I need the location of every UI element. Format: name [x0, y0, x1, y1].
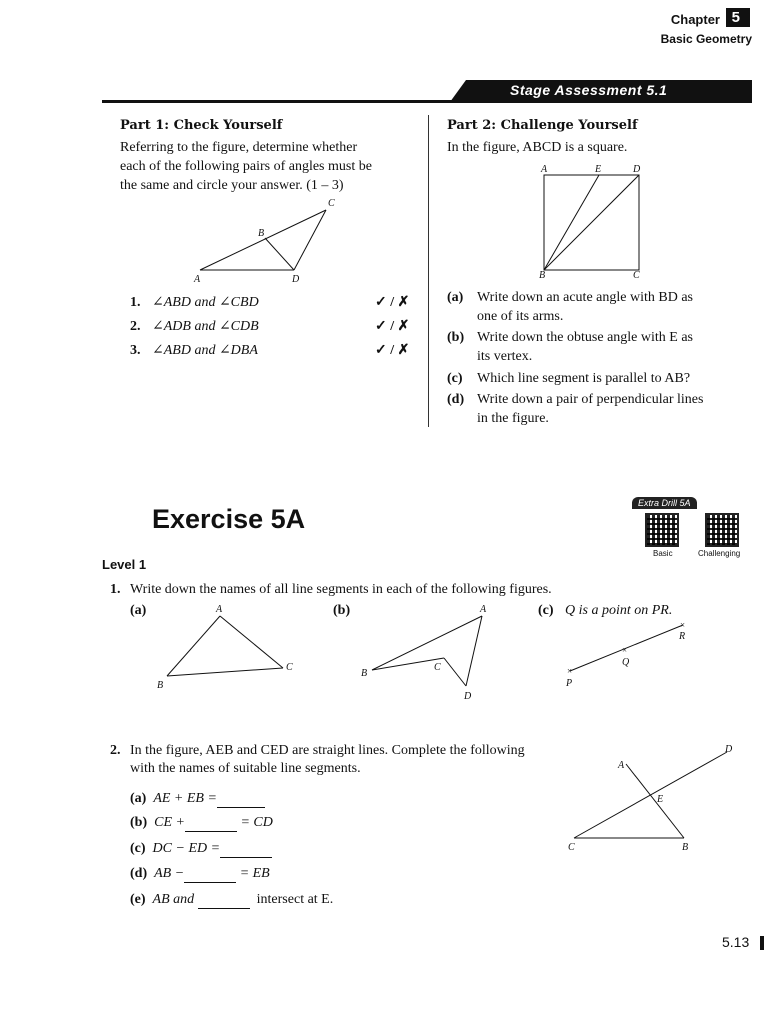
- svg-text:×: ×: [622, 645, 628, 655]
- p2-a-line1: Write down an acute angle with BD as: [477, 290, 693, 305]
- figc-label-p: P: [566, 678, 573, 689]
- q1-figure-c: [558, 615, 698, 690]
- column-divider: [428, 115, 429, 427]
- exercise-title: Exercise 5A: [152, 504, 306, 534]
- page-marker: [760, 936, 764, 950]
- q2-figure: [560, 740, 740, 855]
- svg-text:×: ×: [680, 620, 686, 630]
- q2-num: 2.: [110, 743, 121, 758]
- q2-d-blank[interactable]: [184, 863, 236, 883]
- q1-num: 1.: [110, 582, 121, 597]
- p2-c-line1: Which line segment is parallel to AB?: [477, 371, 691, 386]
- p1-q2-text: ∠ADB and ∠CDB: [152, 319, 259, 334]
- p2-c-label: (c): [447, 371, 463, 386]
- q2-part-c: [130, 838, 272, 858]
- fig1-label-c: C: [328, 198, 335, 209]
- part1-instr-1: Referring to the figure, determine whether: [120, 140, 358, 155]
- fig1-label-d: D: [292, 274, 300, 285]
- level-heading: Level 1: [102, 557, 147, 572]
- figc-label-q: Q: [622, 657, 630, 668]
- q2-part-a: [130, 788, 265, 808]
- fig2-label-c: C: [633, 270, 640, 280]
- q2-e-after: intersect at E.: [256, 892, 334, 907]
- stage-title: Stage Assessment 5.1: [510, 82, 668, 98]
- extra-drill-tag: Extra Drill 5A: [632, 497, 697, 509]
- p1-q1-marks[interactable]: ✓ / ✗: [375, 295, 410, 310]
- header-rule: [102, 100, 752, 103]
- q2-line1: In the figure, AEB and CED are straight lines. Complete the following: [130, 743, 525, 758]
- figb-label-a: A: [480, 604, 487, 615]
- p1-q2-marks[interactable]: ✓ / ✗: [375, 319, 410, 334]
- part1-figure: [190, 196, 340, 286]
- q2fig-label-c: C: [568, 842, 575, 853]
- q2fig-label-e: E: [657, 794, 664, 805]
- q2-d-label: (d): [130, 866, 148, 881]
- q2-d-after: = EB: [239, 866, 270, 881]
- q2-line2: with the names of suitable line segments.: [130, 761, 361, 776]
- qr-basic-label: Basic: [653, 549, 673, 558]
- q2-a-before: AE + EB =: [153, 791, 217, 806]
- chapter-word: Chapter: [670, 12, 720, 27]
- p1-q3-marks[interactable]: ✓ / ✗: [375, 343, 410, 358]
- q2-c-blank[interactable]: [220, 838, 272, 858]
- q1-b-label: (b): [333, 603, 351, 618]
- q1-c-label: (c): [538, 603, 554, 618]
- figa-label-a: A: [216, 604, 223, 615]
- fig2-label-a: A: [541, 164, 548, 175]
- q2-d-before: AB −: [154, 866, 185, 881]
- p2-b-label: (b): [447, 330, 465, 345]
- figa-label-c: C: [286, 662, 293, 673]
- fig2-label-e: E: [595, 164, 602, 175]
- p1-q3-text: ∠ABD and ∠DBA: [152, 343, 258, 358]
- p2-a-label: (a): [447, 290, 464, 305]
- p2-d-line1: Write down a pair of perpendicular lines: [477, 392, 704, 407]
- q2-c-label: (c): [130, 841, 146, 856]
- figb-label-b: B: [361, 668, 368, 679]
- figb-label-c: C: [434, 662, 441, 673]
- q2fig-label-d: D: [725, 744, 733, 755]
- q2-a-blank[interactable]: [217, 788, 265, 808]
- q1-c-text: Q is a point on PR.: [565, 603, 673, 618]
- q2fig-label-b: B: [682, 842, 689, 853]
- chapter-number: 5: [726, 8, 750, 27]
- p2-d-label: (d): [447, 392, 465, 407]
- q1-text: Write down the names of all line segments in each of the following figures.: [130, 582, 552, 597]
- fig1-label-a: A: [194, 274, 201, 285]
- p1-q3-num: 3.: [130, 343, 141, 358]
- svg-text:×: ×: [567, 666, 573, 676]
- fig2-label-d: D: [633, 164, 641, 175]
- q1-a-label: (a): [130, 603, 147, 618]
- q2-b-blank[interactable]: [185, 812, 237, 832]
- part2-figure: [535, 160, 650, 280]
- p2-d-line2: in the figure.: [477, 411, 549, 426]
- fig2-label-b: B: [539, 270, 546, 280]
- fig1-label-b: B: [258, 228, 265, 239]
- q2-b-label: (b): [130, 815, 148, 830]
- p1-q2-num: 2.: [130, 319, 141, 334]
- figa-label-b: B: [157, 680, 164, 691]
- p2-b-line2: its vertex.: [477, 349, 533, 364]
- q2-c-before: DC − ED =: [152, 841, 221, 856]
- q2-part-b: [130, 812, 273, 832]
- qr-challenging-label: Challenging: [698, 549, 741, 558]
- page-number: 5.13: [722, 934, 750, 950]
- q2-b-before: CE +: [154, 815, 185, 830]
- chapter-title: Basic Geometry: [660, 32, 752, 46]
- part1-instr-2: each of the following pairs of angles must be: [120, 159, 372, 174]
- figc-label-r: R: [679, 631, 686, 642]
- q2-e-before: AB and: [152, 892, 195, 907]
- q2-part-d: [130, 863, 270, 883]
- p2-a-line2: one of its arms.: [477, 309, 564, 324]
- q1-figure-a: [150, 600, 300, 692]
- p1-q1-text: ∠ABD and ∠CBD: [152, 295, 259, 310]
- q2-e-blank[interactable]: [198, 889, 250, 909]
- part1-instr-3: the same and circle your answer. (1 – 3): [120, 178, 344, 193]
- qr-challenging-icon[interactable]: [705, 513, 739, 547]
- q2fig-label-a: A: [618, 760, 625, 771]
- p2-b-line1: Write down the obtuse angle with E as: [477, 330, 693, 345]
- part2-intro: In the figure, ABCD is a square.: [447, 140, 628, 155]
- q1-figure-b: [358, 600, 498, 702]
- q2-part-e: [130, 889, 333, 909]
- q2-b-after: = CD: [240, 815, 273, 830]
- part2-heading: Part 2: Challenge Yourself: [447, 118, 638, 133]
- figb-label-d: D: [464, 691, 472, 702]
- part1-heading: Part 1: Check Yourself: [120, 118, 283, 133]
- qr-basic-icon[interactable]: [645, 513, 679, 547]
- p1-q1-num: 1.: [130, 295, 141, 310]
- q2-e-label: (e): [130, 892, 146, 907]
- q2-a-label: (a): [130, 791, 147, 806]
